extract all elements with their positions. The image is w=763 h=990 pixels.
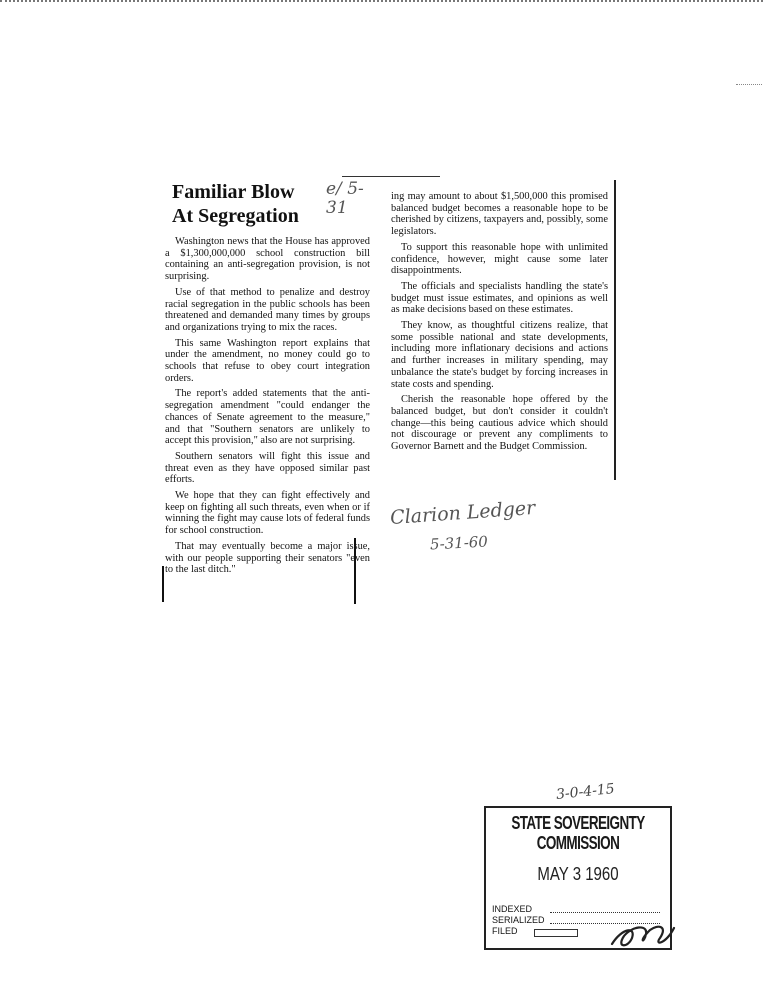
stamp-date: MAY 3 1960: [537, 864, 619, 885]
paragraph: Washington news that the House has approved a $1,300,000,000 school construction bill containing an anti-segregation provision, is not surprising.: [165, 236, 370, 283]
article-headline: [172, 180, 332, 228]
paragraph: ing may amount to about $1,500,000 this promised balanced budget becomes a reasonable hope to be cherished by citizens, taxpayers and, possibly, some legislators.: [391, 191, 608, 238]
handwritten-date-top: e/ 5-31: [326, 179, 364, 218]
paragraph: We hope that they can fight effectively and keep on fighting all such threats, even when or if winning the fight may cause lots of federal funds for school construction.: [165, 490, 370, 537]
handwritten-file-number: 3-0-4-15: [555, 780, 616, 804]
paragraph: Southern senators will fight this issue and threat even as they have opposed similar past efforts.: [165, 450, 370, 486]
paragraph: This same Washington report explains that under the amendment, no money could go to schools that refuse to obey court integration orders.: [165, 337, 370, 384]
stamp-field-label: INDEXED: [492, 904, 533, 914]
scan-speck: [736, 84, 762, 89]
article-right-column: [391, 191, 608, 457]
handwritten-source: Clarion Ledger: [389, 496, 536, 530]
paragraph: Use of that method to penalize and destroy racial segregation in the public schools has been threatened and demanded many times by groups and organizations trying to mix the races.: [165, 286, 370, 333]
paragraph: To support this reasonable hope with unlimited confidence, however, might cause some later disappointments.: [391, 241, 608, 277]
clipping-top-rule: [342, 176, 440, 177]
stamp-title: STATE SOVEREIGNTY COMMISSION: [511, 812, 645, 854]
headline-line-2: At Segregation: [172, 205, 299, 227]
clipping-right-rule: [614, 180, 616, 480]
paragraph: Cherish the reasonable hope offered by the balanced budget, but don't consider it couldn't change—this being cautious advice which should not discourage or prevent any compliments to Governor Barnett and the Budget Commission.: [391, 394, 608, 453]
stamp-field-label: SERIALIZED: [492, 915, 545, 925]
handwritten-source-date: 5-31-60: [429, 532, 489, 554]
stamp-field-indexed: [492, 904, 668, 915]
margin-bracket-mark-left: [162, 566, 170, 602]
stamp-field-label: FILED: [492, 926, 518, 936]
paragraph: They know, as thoughtful citizens realize, that some possible national and state developments, including more inflationary decisions and actions and further increases in military spending, may unbalance the state's budget by forcing increases in state costs and spending.: [391, 320, 608, 390]
margin-bracket-mark: [354, 538, 360, 604]
stamp-filed-box: [534, 929, 578, 937]
handwritten-initials-icon: [602, 918, 682, 952]
article-left-column: [165, 236, 370, 580]
paragraph: The report's added statements that the anti-segregation amendment "could endanger the chances of Senate agreement to the measure," and that "Southern senators are unlikely to accept this provision," also are not surprising.: [165, 388, 370, 447]
headline-line-1: Familiar Blow: [172, 181, 295, 203]
paragraph: That may eventually become a major issue, with our people supporting their senators "even to the last ditch.": [165, 540, 370, 576]
scan-top-edge: [0, 0, 763, 6]
paragraph: The officials and specialists handling the state's budget must issue estimates, and opinions as well as make decisions based on these estimates.: [391, 280, 608, 316]
